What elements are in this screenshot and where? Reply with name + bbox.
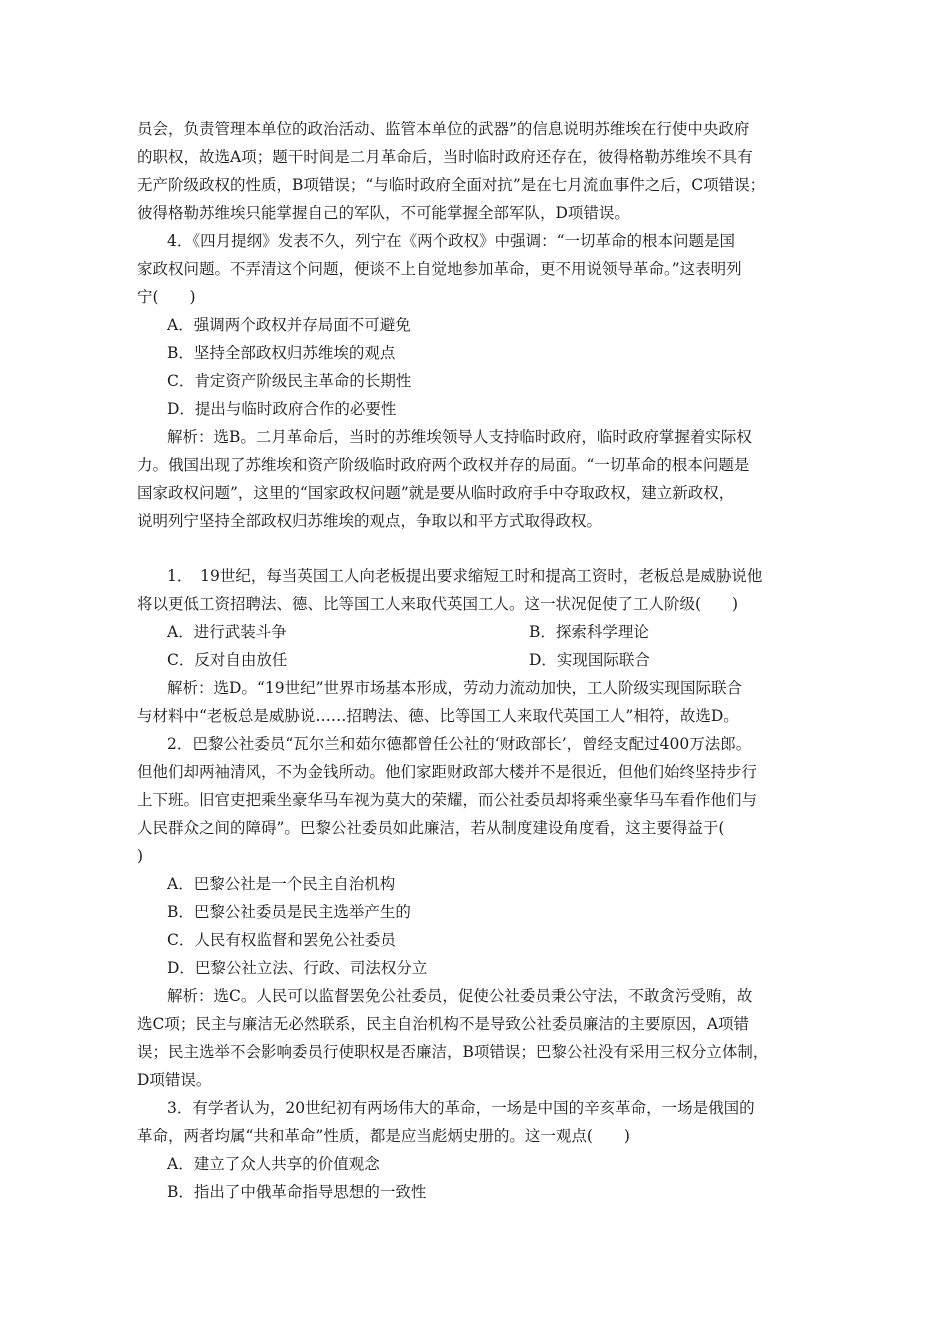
option-d: D．巴黎公社立法、行政、司法权分立 xyxy=(167,959,428,977)
question-stem-line: 革命，两者均属“共和革命”性质，都是应当彪炳史册的。这一观点( ) xyxy=(137,1127,630,1145)
question-stem-line: ) xyxy=(137,847,144,865)
option-c: C．人民有权监督和罢免公社委员 xyxy=(167,931,396,949)
option-c: C．反对自由放任 xyxy=(167,651,288,669)
text-line: 无产阶级政权的性质，B项错误；“与临时政府全面对抗”是在七月流血事件之后，C项错误； xyxy=(137,176,766,194)
question-stem-line: 4．《四月提纲》发表不久，列宁在《两个政权》中强调：“一切革命的根本问题是国 xyxy=(167,232,736,250)
option-b: B．指出了中俄革命指导思想的一致性 xyxy=(167,1183,427,1201)
analysis-line: 与材料中“老板总是威胁说……招聘法、德、比等国工人来取代英国工人”相符，故选D。 xyxy=(137,707,739,725)
option-d: D．实现国际联合 xyxy=(529,651,650,669)
analysis-line: 说明列宁坚持全部政权归苏维埃的观点，争取以和平方式取得政权。 xyxy=(137,512,603,530)
question-stem-line: 人民群众之间的障碍”。巴黎公社委员如此廉洁，若从制度建设角度看，这主要得益于( xyxy=(137,819,725,837)
analysis-line: 误；民主选举不会影响委员行使职权是否廉洁，B项错误；巴黎公社没有采用三权分立体制， xyxy=(137,1043,769,1061)
option-a: A．进行武装斗争 xyxy=(167,623,287,641)
option-d: D．提出与临时政府合作的必要性 xyxy=(167,400,397,418)
question-stem-line: 3．有学者认为，20世纪初有两场伟大的革命，一场是中国的辛亥革命，一场是俄国的 xyxy=(167,1099,755,1117)
option-a: A．强调两个政权并存局面不可避免 xyxy=(167,316,411,334)
analysis-line: 解析：选B。二月革命后，当时的苏维埃领导人支持临时政府，临时政府掌握着实际权 xyxy=(167,428,752,446)
question-stem-line: 但他们却两袖清风，不为金钱所动。他们家距财政部大楼并不是很近，但他们始终坚持步行 xyxy=(137,763,758,781)
question-stem-line: 上下班。旧官吏把乘坐豪华马车视为莫大的荣耀，而公社委员却将乘坐豪华马车看作他们与 xyxy=(137,791,758,809)
question-stem-line: 家政权问题。不弄清这个问题，便谈不上自觉地参加革命，更不用说领导革命。”这表明列 xyxy=(137,260,742,278)
option-b: B．巴黎公社委员是民主选举产生的 xyxy=(167,903,411,921)
analysis-line: 国家政权问题”，这里的“国家政权问题”就是要从临时政府手中夺取政权，建立新政权， xyxy=(137,484,735,502)
option-c: C．肯定资产阶级民主革命的长期性 xyxy=(167,372,412,390)
question-stem-line: 1． 19世纪，每当英国工人向老板提出要求缩短工时和提高工资时，老板总是威胁说他 xyxy=(167,567,763,585)
text-line: 的职权，故选A项；题干时间是二月革命后，当时临时政府还存在，彼得格勒苏维埃不具有 xyxy=(137,148,753,166)
text-line: 彼得格勒苏维埃只能掌握自己的军队，不可能掌握全部军队，D项错误。 xyxy=(137,204,630,222)
option-b: B．坚持全部政权归苏维埃的观点 xyxy=(167,344,396,362)
analysis-line: 力。俄国出现了苏维埃和资产阶级临时政府两个政权并存的局面。“一切革命的根本问题是 xyxy=(137,456,750,474)
option-b: B．探索科学理论 xyxy=(529,623,649,641)
option-a: A．建立了众人共享的价值观念 xyxy=(167,1155,380,1173)
question-stem-line: 宁( ) xyxy=(137,288,196,306)
option-a: A．巴黎公社是一个民主自治机构 xyxy=(167,875,396,893)
question-stem-line: 将以更低工资招聘法、德、比等国工人来取代英国工人。这一状况促使了工人阶级( ) xyxy=(137,595,739,613)
analysis-line: 解析：选D。“19世纪”世界市场基本形成，劳动力流动加快，工人阶级实现国际联合 xyxy=(167,679,743,697)
text-line: 员会，负责管理本单位的政治活动、监管本单位的武器”的信息说明苏维埃在行使中央政府 xyxy=(137,120,750,138)
analysis-line: D项错误。 xyxy=(137,1071,212,1089)
question-stem-line: 2．巴黎公社委员“瓦尔兰和茹尔德都曾任公社的‘财政部长’，曾经支配过400万法郎。 xyxy=(167,735,752,753)
analysis-line: 解析：选C。人民可以监督罢免公社委员，促使公社委员秉公守法，不敢贪污受贿，故 xyxy=(167,987,753,1005)
analysis-line: 选C项；民主与廉洁无必然联系，民主自治机构不是导致公社委员廉洁的主要原因，A项错 xyxy=(137,1015,750,1033)
